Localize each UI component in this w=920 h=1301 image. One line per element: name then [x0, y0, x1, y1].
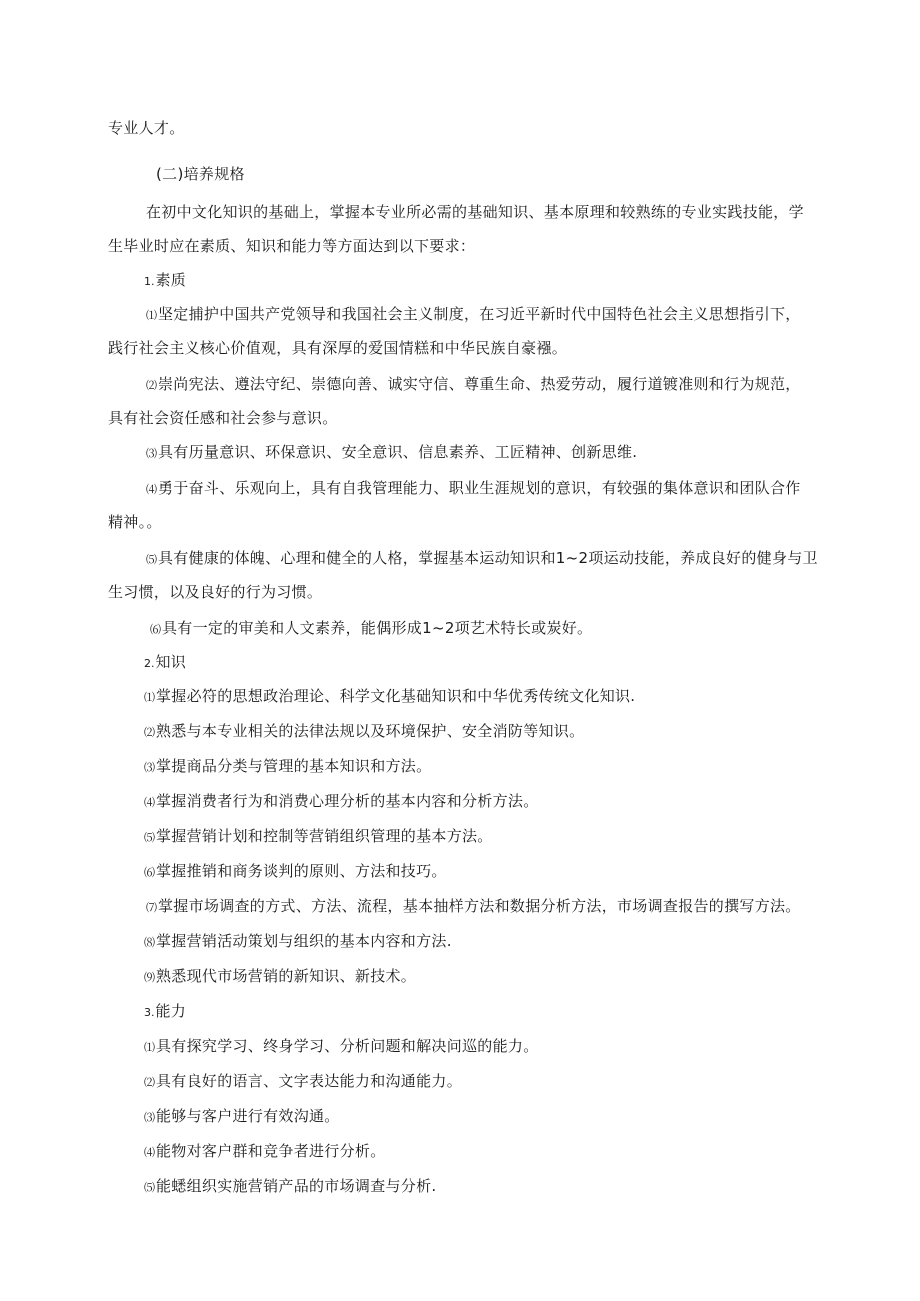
list-item	[146, 548, 818, 570]
item-number: ⑶	[144, 761, 155, 774]
list-item	[146, 304, 801, 326]
list-item	[144, 1176, 436, 1198]
line-text: 能物对客户群和竞争者进行分析。	[156, 1142, 386, 1160]
list-item	[144, 1071, 462, 1093]
line-text: 生毕业时应在素质、知识和能力等方面达到以下要求：	[108, 237, 476, 255]
line-text: 具有良好的语言、文字表达能力和沟通能力。	[156, 1072, 463, 1090]
item-number: ⑶	[144, 1111, 155, 1124]
text-line	[108, 408, 338, 428]
list-item	[144, 721, 584, 743]
text-line	[108, 236, 475, 256]
item-number: ⑴	[144, 691, 155, 704]
line-text: 勇于奋斗、乐观向上，具有自我管理能力、职业生涯规划的意识，有较强的集体意识和团队合作	[158, 479, 801, 497]
line-text: 能够与客户进行有效沟通。	[156, 1107, 340, 1125]
line-text: 熟悉现代市场营销的新知识、新技术。	[156, 967, 417, 985]
line-text: 掌握营销活动策划与组织的基本内容和方法.	[156, 932, 452, 950]
item-number: ⑴	[146, 309, 157, 322]
line-text: 能力	[155, 1002, 187, 1020]
list-item	[144, 1141, 386, 1163]
list-item	[144, 756, 431, 778]
subsection-heading	[144, 270, 186, 292]
list-item	[144, 966, 416, 988]
subsection-heading	[144, 1001, 186, 1023]
list-item	[146, 896, 801, 918]
text-line	[146, 202, 804, 222]
list-item	[144, 686, 635, 708]
line-text: 践行社会主义核心价值观，具有深厚的爱国情糕和中华民族自豪襁。	[108, 339, 568, 357]
item-number: ⑼	[144, 971, 155, 984]
line-text: 生习惯，以及良好的行为习惯。	[108, 583, 323, 601]
item-number: ⑷	[144, 796, 155, 809]
item-number: ⑶	[146, 447, 157, 460]
text-line	[108, 512, 162, 532]
line-text: 掌握市场调查的方式、方法、流程，基本抽样方法和数据分析方法，市场调查报告的撰写方法。	[158, 897, 801, 915]
item-number: ⑸	[146, 553, 157, 566]
line-text: 崇尚宪法、遵法守纪、崇德向善、诚实守信、尊重生命、热爱劳动，履行道镀准则和行为规范，	[158, 375, 801, 393]
list-item	[144, 791, 539, 813]
item-number: 1.	[144, 275, 155, 288]
list-item	[144, 861, 447, 883]
item-number: ⑹	[150, 623, 161, 636]
list-item	[146, 442, 637, 464]
item-number: ⑹	[144, 866, 155, 879]
line-text: 能蟋组织实施营销产品的市场调查与分析.	[156, 1177, 437, 1195]
item-number: ⑷	[144, 1146, 155, 1159]
line-text: 具有社会资任感和社会参与意识。	[108, 409, 338, 427]
line-text: 掌提商品分类与管理的基本知识和方法。	[156, 757, 432, 775]
text-line	[108, 118, 185, 138]
list-item	[144, 826, 493, 848]
line-text: 具有一定的审美和人文素养，能偶形成1~2项艺术特长或炭好。	[162, 619, 593, 637]
subsection-heading	[144, 652, 186, 674]
list-item	[144, 1106, 340, 1128]
item-number: ⑴	[144, 1041, 155, 1054]
item-number: ⑻	[144, 936, 155, 949]
line-text: 掌握营销计划和控制等营销组织管理的基本方法。	[156, 827, 493, 845]
item-number: 3.	[144, 1006, 155, 1019]
item-number: ⑵	[144, 726, 155, 739]
list-item	[146, 478, 801, 500]
line-text: 精神。。	[108, 513, 162, 531]
item-number: ⑸	[144, 831, 155, 844]
item-number: 2.	[144, 657, 155, 670]
line-text: 知识	[155, 653, 187, 671]
list-item	[150, 618, 592, 640]
line-text: 熟悉与本专业相关的法律法规以及环境保护、安全消防等知识。	[156, 722, 585, 740]
list-item	[146, 374, 801, 396]
line-text: 具有探究学习、终身学习、分析问题和解决问巡的能力。	[156, 1037, 539, 1055]
text-line	[108, 338, 567, 358]
item-number: ⑺	[146, 901, 157, 914]
item-number: ⑵	[144, 1076, 155, 1089]
line-text: 素质	[155, 271, 187, 289]
line-text: 掌握必符的思想政治理论、科学文化基础知识和中华优秀传统文化知识.	[156, 687, 636, 705]
line-text: 掌握推销和商务谈判的原则、方法和技巧。	[156, 862, 447, 880]
item-number: ⑸	[144, 1181, 155, 1194]
line-text: 具有历量意识、环保意识、安全意识、信息素养、工匠精神、创新思维.	[158, 443, 638, 461]
line-text: 坚定捕护中国共产党领导和我国社会主义制度，在习近平新时代中国特色社会主义思想指引下，	[158, 305, 801, 323]
line-text: (二)培养规格	[156, 165, 245, 183]
line-text: 专业人才。	[108, 119, 185, 137]
text-line	[108, 582, 322, 602]
line-text: 具有健康的体魄、心理和健全的人格，掌握基本运动知识和1~2项运动技能，养成良好的健身与卫	[158, 549, 818, 567]
line-text: 在初中文化知识的基础上，掌握本专业所必需的基础知识、基本原理和较熟练的专业实践技能，学	[146, 203, 804, 221]
list-item	[144, 931, 452, 953]
line-text: 掌握消费者行为和消费心理分析的基本内容和分析方法。	[156, 792, 539, 810]
list-item	[144, 1036, 539, 1058]
section-heading	[156, 164, 245, 184]
item-number: ⑷	[146, 483, 157, 496]
item-number: ⑵	[146, 379, 157, 392]
